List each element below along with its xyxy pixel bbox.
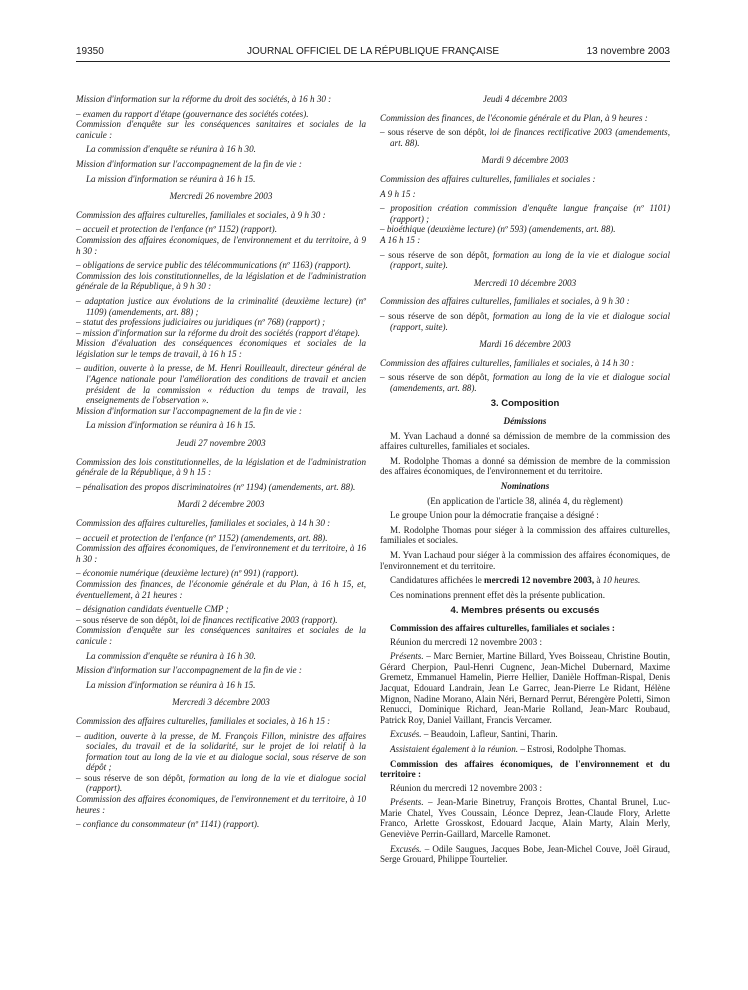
attendance-guests xyxy=(380,744,670,755)
body-text: Commission des affaires économiques, de l'environnement et du territoire, à 9 h 30 : xyxy=(76,234,366,256)
agenda-item: – examen du rapport d'étape (gouvernance des sociétés cotées). xyxy=(76,108,309,119)
attendance-names: – Beaudoin, Lafleur, Santini, Tharin. xyxy=(421,729,558,740)
regulation-note: (En application de l'article 38, alinéa 4, du règlement) xyxy=(427,495,623,506)
agenda-item xyxy=(380,127,670,148)
body-text: Commission des finances, de l'économie générale et du Plan, à 9 heures : xyxy=(380,112,648,123)
meeting-date: Réunion du mercredi 12 novembre 2003 : xyxy=(390,636,543,647)
subsection-heading: Nominations xyxy=(500,481,550,492)
attendance-present xyxy=(380,797,670,839)
body-text: M. Rodolphe Thomas pour siéger à la commission des affaires culturelles, familiales et sociales. xyxy=(380,524,670,546)
time-label: A 16 h 15 : xyxy=(380,234,421,245)
committee-title: Commission des affaires culturelles, familiales et sociales : xyxy=(390,622,615,633)
date-heading: Mardi 16 décembre 2003 xyxy=(479,339,571,350)
agenda-item: – pénalisation des propos discriminatoires (nº 1194) (amendements, art. 88). xyxy=(76,481,356,492)
agenda-item: – confiance du consommateur (nº 1141) (rapport). xyxy=(76,819,260,830)
attendance-names: – Odile Saugues, Jacques Bobe, Jean-Michel Couve, Joël Giraud, Serge Grouard, Philippe Tourtelier. xyxy=(380,843,670,865)
page-number: 19350 xyxy=(76,46,104,57)
agenda-item: – audition, ouverte à la presse, de M. François Fillon, ministre des affaires sociales, du travail et de la solidarité, sur le projet de loi relatif à la formation tout au long de la vie et au dialogue social, sous réserve de son dépôt ; xyxy=(76,730,366,773)
body-text: Commission des affaires culturelles, familiales et sociales, à 16 h 15 : xyxy=(76,715,331,726)
agenda-item-lead: – sous réserve de son dépôt, xyxy=(76,772,189,783)
agenda-item-lead: – sous réserve de son dépôt, xyxy=(380,372,493,383)
agenda-item-title: formation au long de la vie et dialogue social (rapport, suite). xyxy=(390,249,670,271)
body-text: Commission des affaires culturelles, familiales et sociales, à 9 h 30 : xyxy=(380,296,630,307)
agenda-item: – proposition création commission d'enquête langue française (nº 1101) (rapport) ; xyxy=(380,203,670,224)
body-text: Commission des lois constitutionnelles, de la législation et de l'administration générale de la République, à 9 h 30 : xyxy=(76,270,366,292)
body-text-bold: mercredi 12 novembre 2003, xyxy=(484,575,595,586)
body-text: Commission des affaires culturelles, familiales et sociales, à 14 h 30 : xyxy=(76,518,331,528)
date-heading: Mercredi 3 décembre 2003 xyxy=(172,697,270,708)
body-text: M. Rodolphe Thomas a donné sa démission de membre de la commission des affaires économiques, de l'environnement et du territoire. xyxy=(380,455,670,477)
agenda-item: – audition, ouverte à la presse, de M. Henri Rouilleault, directeur général de l'Agence nationale pour l'amélioration des conditions de travail et ancien président de la commission « réduction du temps de travail, les enseignements de l'observation ». xyxy=(76,363,366,406)
date-heading: Mardi 2 décembre 2003 xyxy=(177,499,265,510)
committee-title: Commission des affaires économiques, de l'environnement et du territoire : xyxy=(380,758,670,780)
attendance-label: Excusés. xyxy=(390,843,422,854)
date-heading: Jeudi 27 novembre 2003 xyxy=(176,438,266,449)
agenda-item-lead: – sous réserve de son dépôt, xyxy=(380,310,493,321)
attendance-names: – Marc Bernier, Martine Billard, Yves Boisseau, Christine Boutin, Gérard Cherpion, Paul-Henri Cugnenc, Jean-Michel Dubernard, Maxime Gremetz, Emmanuel Hamelin, Pierre Hellier, Danièle Hoffman-Rispal, Denis Jacquat, Edouard Landrain, Jean Le Garrec, Jean-Pierre Le Ridant, Hélène Mignon, Nadine Morano, Alain Néri, Bernard Perrut, Bérengère Poletti, Simon Renucci, Dominique Richard, Jean-Marie Rolland, Jean-Marc Roubaud, Patrick Roy, Daniel Vaillant, Francis Vercamer. xyxy=(380,651,670,725)
attendance-names: – Estrosi, Rodolphe Thomas. xyxy=(518,743,627,754)
agenda-item: – mission d'information sur la réforme du droit des sociétés (rapport d'étape). xyxy=(76,327,360,338)
subsection-heading: Démissions xyxy=(503,416,547,427)
agenda-item xyxy=(380,372,670,393)
body-text: Ces nominations prennent effet dès la présente publication. xyxy=(390,589,605,600)
header-rule xyxy=(76,61,670,62)
left-column xyxy=(76,94,366,830)
body-text: La commission d'enquête se réunira à 16 h 30. xyxy=(86,650,256,661)
body-text-part: à xyxy=(594,575,603,586)
agenda-item xyxy=(380,250,670,271)
agenda-item-title: formation au long de la vie et dialogue social (amendements, art. 88). xyxy=(390,372,670,393)
agenda-item xyxy=(380,311,670,332)
body-text: La commission d'enquête se réunira à 16 h 30. xyxy=(86,144,256,155)
body-text: Commission des affaires économiques, de l'environnement et du territoire, à 10 heures : xyxy=(76,794,366,815)
right-column xyxy=(380,94,670,869)
agenda-item-title: loi de finances rectificative 2003 (amendements, art. 88). xyxy=(390,127,670,148)
agenda-item: – désignation candidats éventuelle CMP ; xyxy=(76,604,229,615)
attendance-excused xyxy=(380,844,670,865)
body-text: Commission des finances, de l'économie générale et du Plan, à 16 h 15, et, éventuellement, à 21 heures : xyxy=(76,578,366,600)
body-text: Commission d'enquête sur les conséquences sanitaires et sociales de la canicule : xyxy=(76,625,366,646)
body-text: Mission d'information sur l'accompagnement de la fin de vie : xyxy=(76,405,302,416)
page-header xyxy=(76,46,670,62)
attendance-names: – Jean-Marie Binetruy, François Brottes, Chantal Brunel, Luc-Marie Chatel, Yves Coussain, Léonce Deprez, Jean-Claude Flory, Arlette Franco, Arlette Grosskost, Edouard Jacque, Alain Marty, Alain Merly, Geneviève Perrin-Gaillard, Marcelle Ramonet. xyxy=(380,797,670,840)
agenda-item-lead: – sous réserve de son dépôt, xyxy=(76,614,181,625)
agenda-item-title: formation au long de la vie et dialogue social (rapport). xyxy=(86,772,366,794)
body-text: Mission d'information sur la réforme du droit des sociétés, à 16 h 30 : xyxy=(76,94,332,104)
journal-title: JOURNAL OFFICIEL DE LA RÉPUBLIQUE FRANÇAISE xyxy=(246,46,500,57)
body-text: Commission des lois constitutionnelles, de la législation et de l'administration générale de la République, à 9 h 15 : xyxy=(76,456,366,478)
body-text: M. Yvan Lachaud a donné sa démission de membre de la commission des affaires culturelles, familiales et sociales. xyxy=(380,430,670,452)
attendance-present xyxy=(380,651,670,725)
agenda-item: – accueil et protection de l'enfance (nº 1152) (rapport). xyxy=(76,224,277,235)
body-text: Commission des affaires économiques, de l'environnement et du territoire, à 16 h 30 : xyxy=(76,543,366,564)
section-heading: 4. Membres présents ou excusés xyxy=(450,605,600,617)
agenda-item-title: formation au long de la vie et dialogue social (rapport, suite). xyxy=(390,310,670,332)
agenda-item: – adaptation justice aux évolutions de la criminalité (deuxième lecture) (nº 1109) (amendements, art. 88) ; xyxy=(76,295,366,317)
agenda-item: – bioéthique (deuxième lecture) (nº 593) (amendements, art. 88). xyxy=(380,224,616,235)
date-heading: Jeudi 4 décembre 2003 xyxy=(482,94,568,104)
body-text: La mission d'information se réunira à 16 h 15. xyxy=(86,173,256,184)
attendance-excused xyxy=(380,729,670,740)
agenda-item xyxy=(76,615,366,626)
body-text: Mission d'information sur l'accompagnement de la fin de vie : xyxy=(76,665,302,676)
body-text: M. Yvan Lachaud pour siéger à la commission des affaires économiques, de l'environnement et du territoire. xyxy=(380,550,670,571)
date-heading: Mardi 9 décembre 2003 xyxy=(481,155,569,166)
agenda-item xyxy=(76,773,366,794)
agenda-item-title: loi de finances rectificative 2003 (rapport). xyxy=(180,614,338,625)
attendance-label: Présents. xyxy=(390,651,424,662)
agenda-item: – obligations de service public des télécommunications (nº 1163) (rapport). xyxy=(76,260,351,271)
body-text-italic: 10 heures. xyxy=(602,575,641,586)
body-text-part: Candidatures affichées le xyxy=(390,575,485,586)
body-text: La mission d'information se réunira à 16 h 15. xyxy=(86,679,256,690)
agenda-item-lead: – sous réserve de son dépôt, xyxy=(380,249,493,260)
agenda-item: – accueil et protection de l'enfance (nº 1152) (amendements, art. 88). xyxy=(76,532,328,543)
body-text xyxy=(380,575,670,586)
body-text: Le groupe Union pour la démocratie française a désigné : xyxy=(390,510,599,521)
body-text: Commission des affaires culturelles, familiales et sociales, à 14 h 30 : xyxy=(380,357,635,368)
section-heading: 3. Composition xyxy=(490,398,560,410)
attendance-label: Présents. xyxy=(390,797,424,808)
attendance-label: Assistaient également à la réunion. xyxy=(390,743,519,754)
body-text: Mission d'information sur l'accompagnement de la fin de vie : xyxy=(76,158,302,169)
agenda-item-lead: – sous réserve de son dépôt, xyxy=(380,127,490,138)
date-heading: Mercredi 26 novembre 2003 xyxy=(169,191,273,202)
meeting-date: Réunion du mercredi 12 novembre 2003 : xyxy=(390,782,543,793)
body-text: Commission d'enquête sur les conséquences sanitaires et sociales de la canicule : xyxy=(76,119,366,140)
attendance-label: Excusés. xyxy=(390,729,422,740)
time-label: A 9 h 15 : xyxy=(380,188,416,199)
issue-date: 13 novembre 2003 xyxy=(586,46,670,57)
body-text: Mission d'évaluation des conséquences économiques et sociales de la législation sur le temps de travail, à 16 h 15 : xyxy=(76,338,366,359)
body-text: La mission d'information se réunira à 16 h 15. xyxy=(86,420,256,431)
body-text: Commission des affaires culturelles, familiales et sociales : xyxy=(380,173,596,184)
body-text: Commission des affaires culturelles, familiales et sociales, à 9 h 30 : xyxy=(76,209,326,220)
agenda-item: – statut des professions judiciaires ou juridiques (nº 768) (rapport) ; xyxy=(76,317,326,328)
date-heading: Mercredi 10 décembre 2003 xyxy=(473,277,577,288)
agenda-item: – économie numérique (deuxième lecture) (nº 991) (rapport). xyxy=(76,568,299,579)
